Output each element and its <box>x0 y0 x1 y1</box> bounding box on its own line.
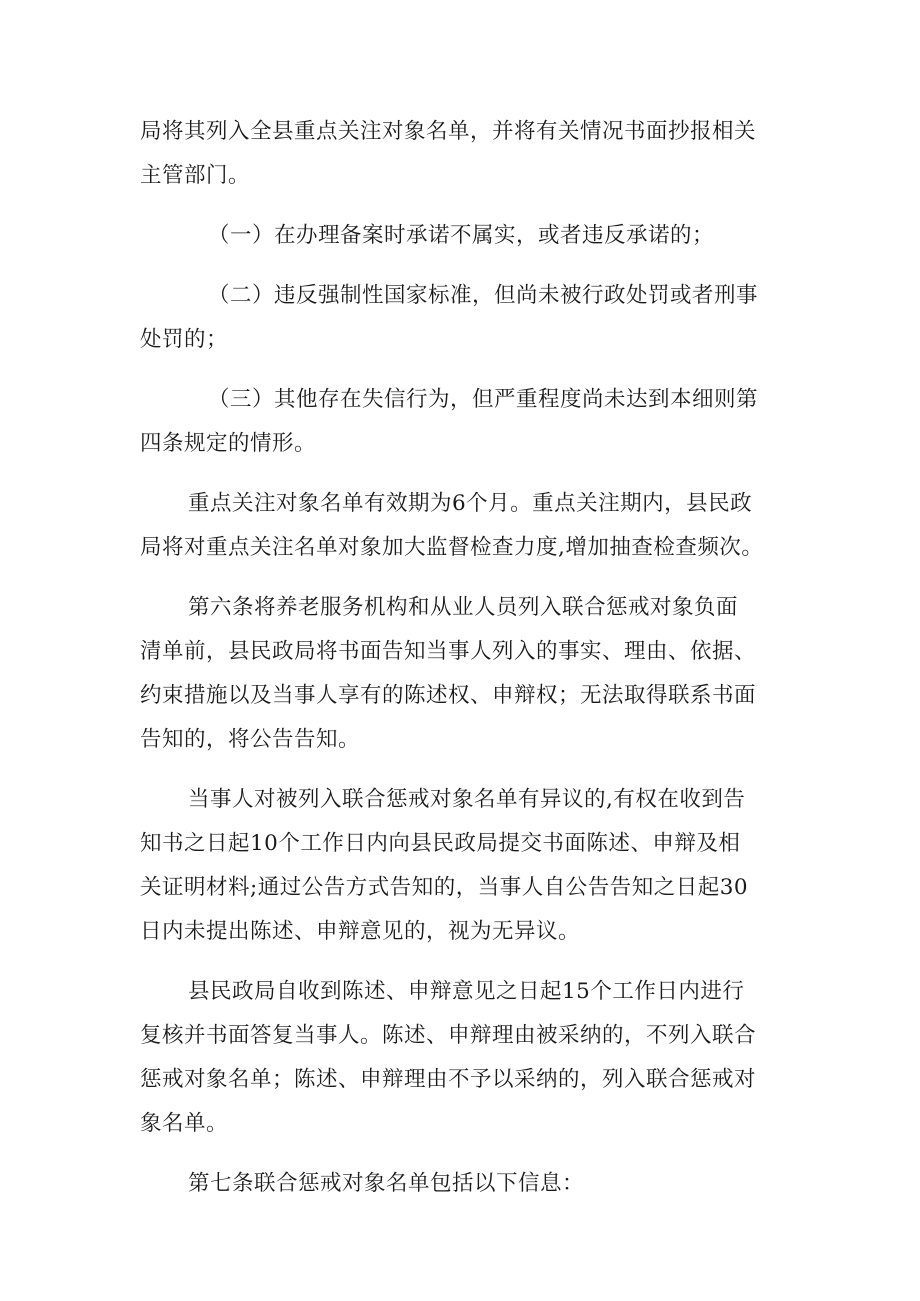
paragraph-objection <box>140 778 795 954</box>
list-item-2 <box>140 274 795 362</box>
document-body <box>140 110 795 1206</box>
text-line: （三）其他存在失信行为，但严重程度尚未达到本细则第 <box>208 387 759 412</box>
text-line: （二）违反强制性国家标准，但尚未被行政处罚或者刑事 <box>208 283 759 308</box>
text-line: 第六条将养老服务机构和从业人员列入联合惩戒对象负面 <box>188 595 739 620</box>
paragraph-gap <box>140 362 795 378</box>
text-line: 第七条联合惩戒对象名单包括以下信息： <box>188 1171 585 1196</box>
paragraph-review <box>140 970 795 1146</box>
text-line: 当事人对被列入联合惩戒对象名单有异议的,有权在收到告 <box>188 787 746 812</box>
list-item-1 <box>140 214 795 258</box>
paragraph-gap <box>140 1146 795 1162</box>
text-line: 局将其列入全县重点关注对象名单，并将有关情况书面抄报相关 <box>140 119 757 144</box>
paragraph-gap <box>140 258 795 274</box>
text-line: 惩戒对象名单；陈述、申辩理由不予以采纳的，列入联合惩戒对 <box>140 1067 757 1092</box>
paragraph-gap <box>140 762 795 778</box>
paragraph-gap <box>140 198 795 214</box>
text-line: 四条规定的情形。 <box>140 431 317 456</box>
text-line: 复核并书面答复当事人。陈述、申辩理由被采纳的，不列入联合 <box>140 1023 757 1048</box>
text-line: 告知的，将公告告知。 <box>140 727 361 752</box>
list-item-3 <box>140 378 795 466</box>
text-line: 关证明材料;通过公告方式告知的，当事人自公告告知之日起30 <box>140 875 749 900</box>
paragraph-validity <box>140 482 795 570</box>
text-line: 日内未提出陈述、申辩意见的，视为无异议。 <box>140 919 581 944</box>
paragraph-gap <box>140 570 795 586</box>
paragraph-continuation <box>140 110 795 198</box>
text-line: 象名单。 <box>140 1111 229 1136</box>
text-line: 局将对重点关注名单对象加大监督检查力度,增加抽查检查频次。 <box>140 535 764 560</box>
text-line: （一）在办理备案时承诺不属实，或者违反承诺的； <box>208 223 715 248</box>
paragraph-article-6 <box>140 586 795 762</box>
text-line: 县民政局自收到陈述、申辩意见之日起15个工作日内进行 <box>188 979 745 1004</box>
text-line: 知书之日起10个工作日内向县民政局提交书面陈述、申辩及相 <box>140 831 741 856</box>
text-line: 约束措施以及当事人享有的陈述权、申辩权；无法取得联系书面 <box>140 683 757 708</box>
text-line: 处罚的； <box>140 327 229 352</box>
text-line: 清单前，县民政局将书面告知当事人列入的事实、理由、依据、 <box>140 639 757 664</box>
paragraph-article-7 <box>140 1162 795 1206</box>
text-line: 主管部门。 <box>140 163 251 188</box>
text-line: 重点关注对象名单有效期为6个月。重点关注期内，县民政 <box>188 491 753 516</box>
paragraph-gap <box>140 466 795 482</box>
paragraph-gap <box>140 954 795 970</box>
